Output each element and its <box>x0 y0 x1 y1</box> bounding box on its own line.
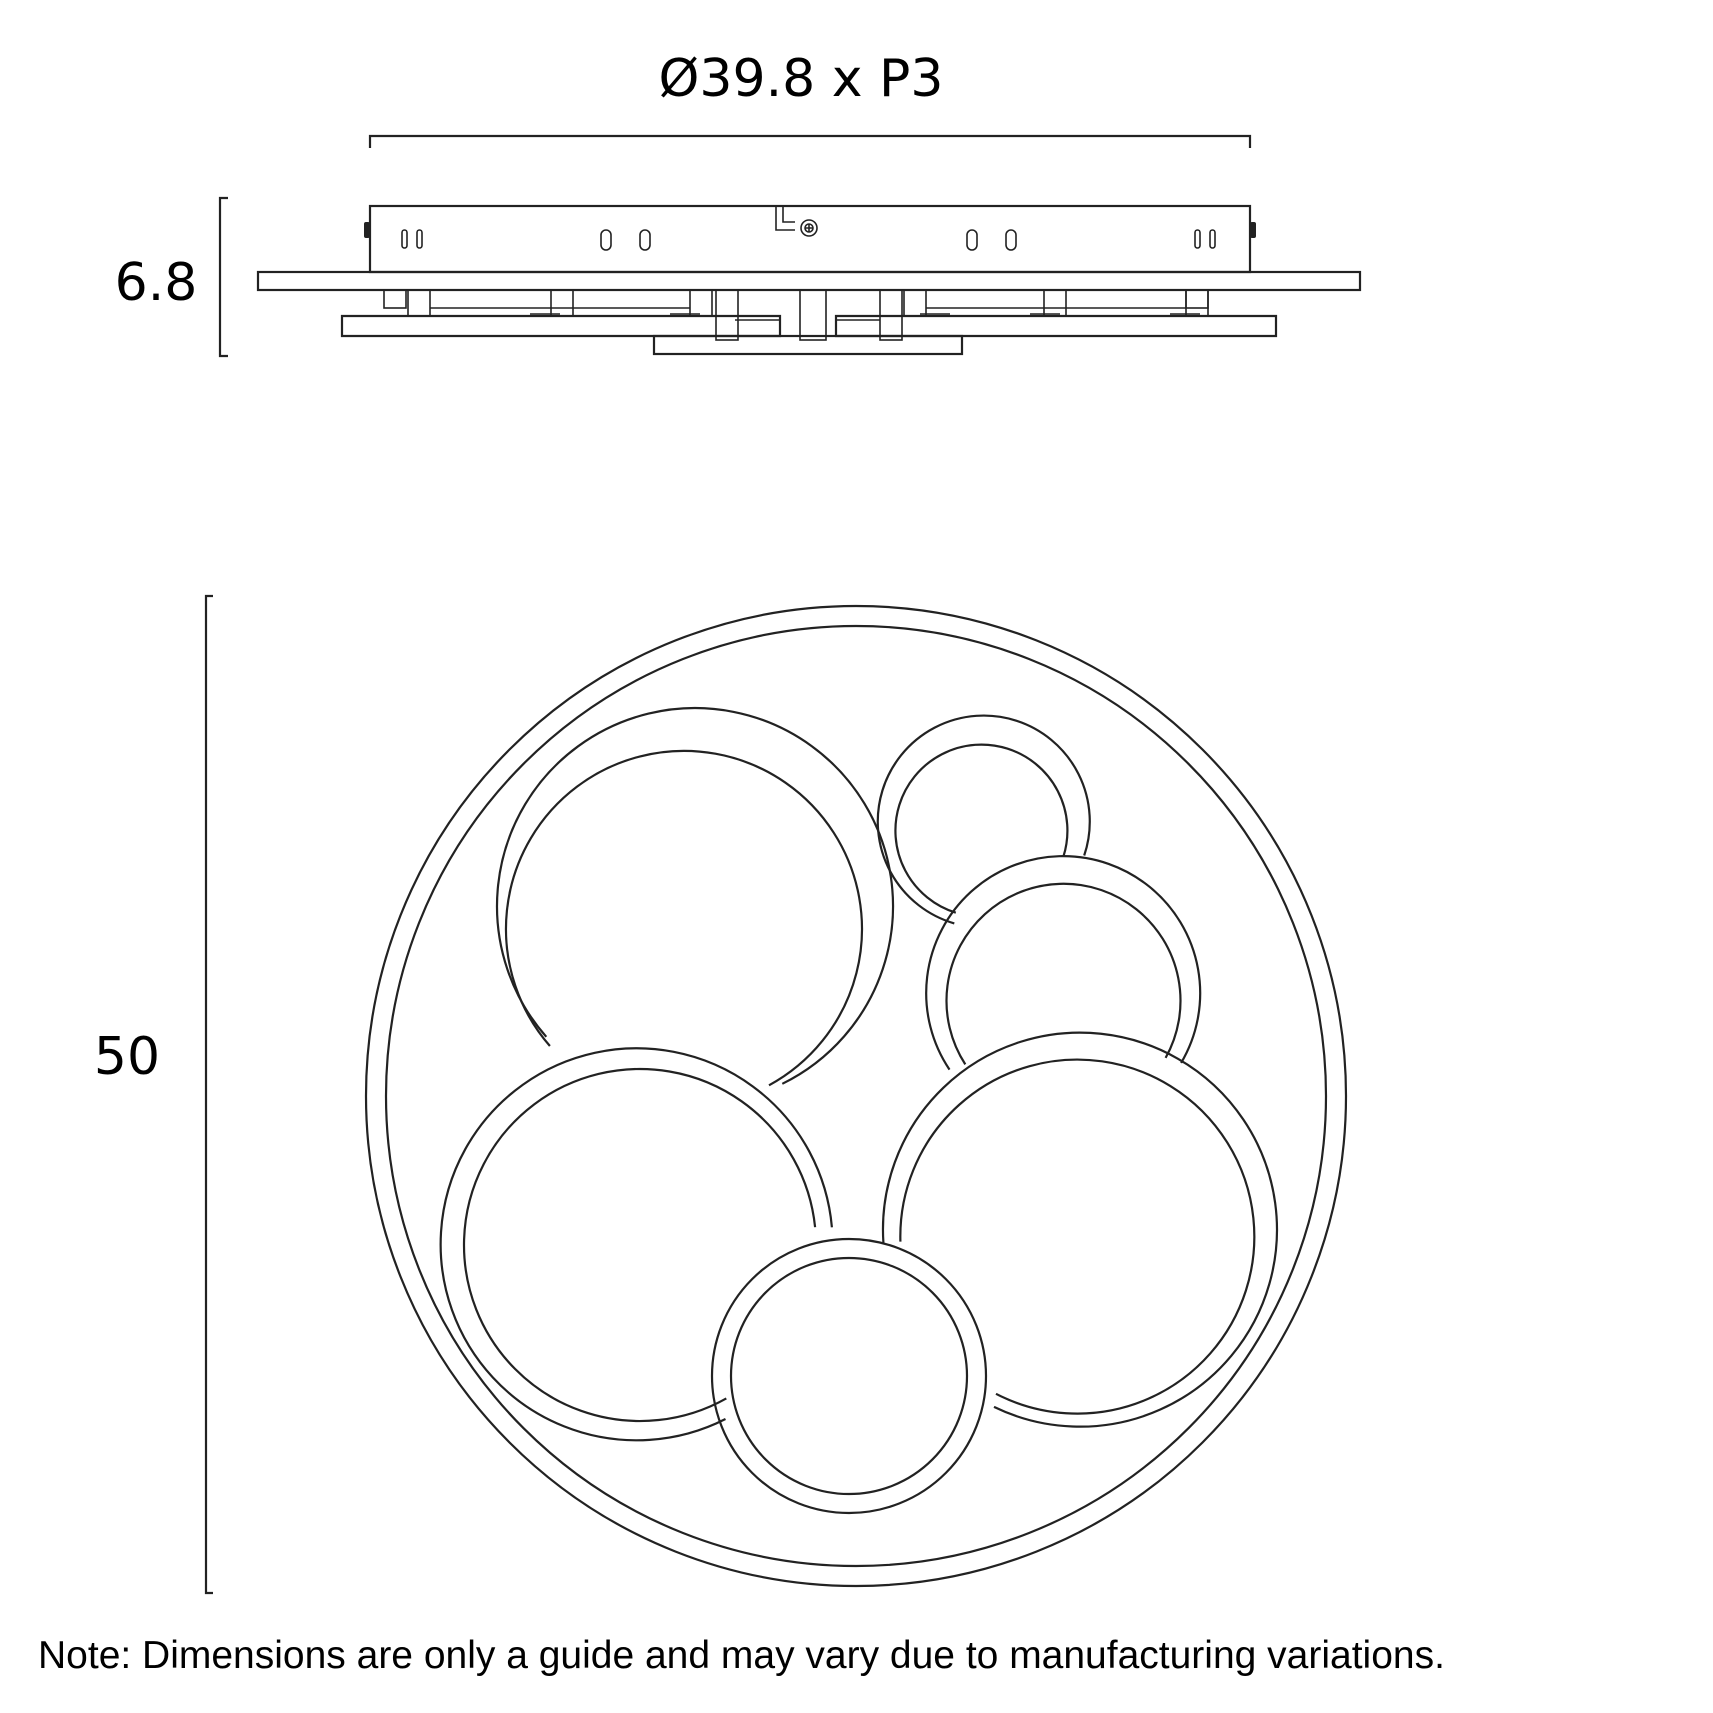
width-dimension <box>370 49 1250 148</box>
height-label: 6.8 <box>114 253 198 313</box>
height-dimension-line <box>220 198 228 356</box>
ring-bottom-right <box>883 1033 1277 1427</box>
ring-bottom-center <box>712 1239 986 1513</box>
ring-bottom-left <box>441 1048 832 1440</box>
ring-middle-right <box>926 856 1200 1069</box>
diameter-label: 50 <box>93 1027 161 1087</box>
mounting-slots <box>402 230 1215 250</box>
diameter-dimension-line <box>206 596 213 1593</box>
outer-ring <box>366 606 1346 1586</box>
side-profile-view <box>258 206 1360 354</box>
middle-ring-layer <box>342 316 780 336</box>
height-dimension <box>115 198 228 356</box>
diameter-dimension <box>94 596 213 1593</box>
base-plate <box>258 272 1360 290</box>
ring-small-top <box>878 716 1090 924</box>
disclaimer-note: Note: Dimensions are only a guide and may vary due to manufacturing variations. <box>38 1634 1445 1677</box>
ring-top-left <box>497 708 893 1085</box>
mounting-box <box>370 206 1250 272</box>
width-label: Ø39.8 x P3 <box>658 49 944 109</box>
bottom-ring-layer <box>654 336 962 354</box>
bottom-view <box>366 606 1346 1586</box>
width-dimension-line <box>370 136 1250 148</box>
